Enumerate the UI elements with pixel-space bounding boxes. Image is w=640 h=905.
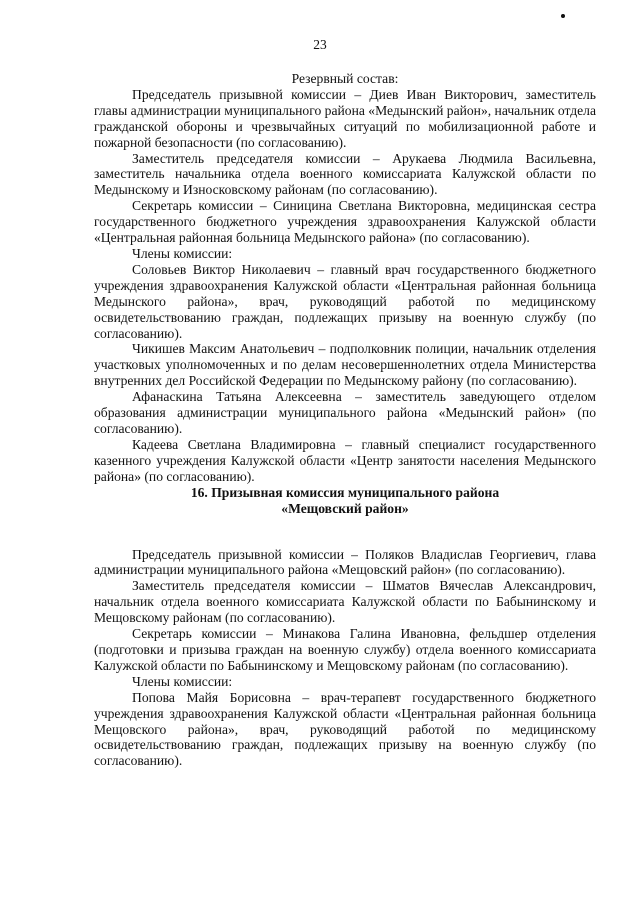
members-label: Члены комиссии: — [132, 673, 233, 689]
paragraph: Афанаскина Татьяна Алексеевна – заместитель заведующего отделом образования администрации муниципального района «Медынский район» (по согласованию). — [94, 389, 596, 436]
paragraph: Секретарь комиссии – Минакова Галина Ивановна, фельдшер отделения (подготовки и призыва граждан на военную службу) отдела военного комиссариата Калужской области по Бабынинскому и Мещовскому районам (по согласованию). — [94, 626, 596, 673]
paragraph: Заместитель председателя комиссии – Арукаева Людмила Васильевна, заместитель начальника отдела военного комиссариата Калужской области по Медынскому и Износковскому районам (по согласованию). — [94, 150, 596, 198]
paragraph: Кадеева Светлана Владимировна – главный специалист государственного казенного учреждения Калужской области «Центр занятости населения Медынского района» (по согласованию). — [94, 436, 596, 484]
paragraph: Председатель призывной комиссии – Диев Иван Викторович, заместитель главы администрации муниципального района «Медынский район», начальник отдела гражданской обороны и чрезвычайных ситуаций по мобилизационной работе и пожарной безопасности (по согласованию). — [94, 86, 596, 150]
paragraph: Председатель призывной комиссии – Поляков Владислав Георгиевич, глава администрации муниципального района «Мещовский район» (по согласованию). — [94, 546, 596, 578]
section-title — [94, 485, 596, 517]
paragraph: Попова Майя Борисовна – врач-терапевт государственного бюджетного учреждения здравоохранения Калужской области «Центральная районная больница Мещовского района», врач, руководящий работой по медицинскому освидетельствованию граждан, подлежащих призыву на военную службу (по согласованию). — [94, 689, 596, 769]
scan-dot — [561, 14, 565, 18]
document-body — [94, 71, 596, 769]
members-label: Члены комиссии: — [132, 245, 233, 261]
paragraph: Чикишев Максим Анатольевич – подполковник полиции, начальник отделения участковых уполномоченных и по делам несовершеннолетних отдела Министерства внутренних дел Российской Федерации по Медынскому району (по согласованию). — [94, 341, 596, 389]
paragraph: Секретарь комиссии – Синицина Светлана Викторовна, медицинская сестра государственного бюджетного учреждения здравоохранения Калужской области «Центральная районная больница Медынского района» (по согласованию). — [94, 198, 596, 246]
page-number: 23 — [313, 37, 327, 52]
spacer — [94, 517, 596, 547]
section-title-line2: «Мещовский район» — [281, 500, 409, 516]
section-title-line1: 16. Призывная комиссия муниципального района — [190, 484, 500, 500]
reserve-heading: Резервный состав: — [291, 71, 399, 86]
paragraph: Заместитель председателя комиссии – Шматов Вячеслав Александрович, начальник отдела военного комиссариата Калужской области по Бабынинскому и Мещовскому районам (по согласованию). — [94, 578, 596, 626]
paragraph: Соловьев Виктор Николаевич – главный врач государственного бюджетного учреждения здравоохранения Калужской области «Центральная районная больница Медынского района», врач, руководящий работой по медицинскому освидетельствованию граждан, подлежащих призыву на военную службу (по согласованию). — [94, 261, 596, 341]
